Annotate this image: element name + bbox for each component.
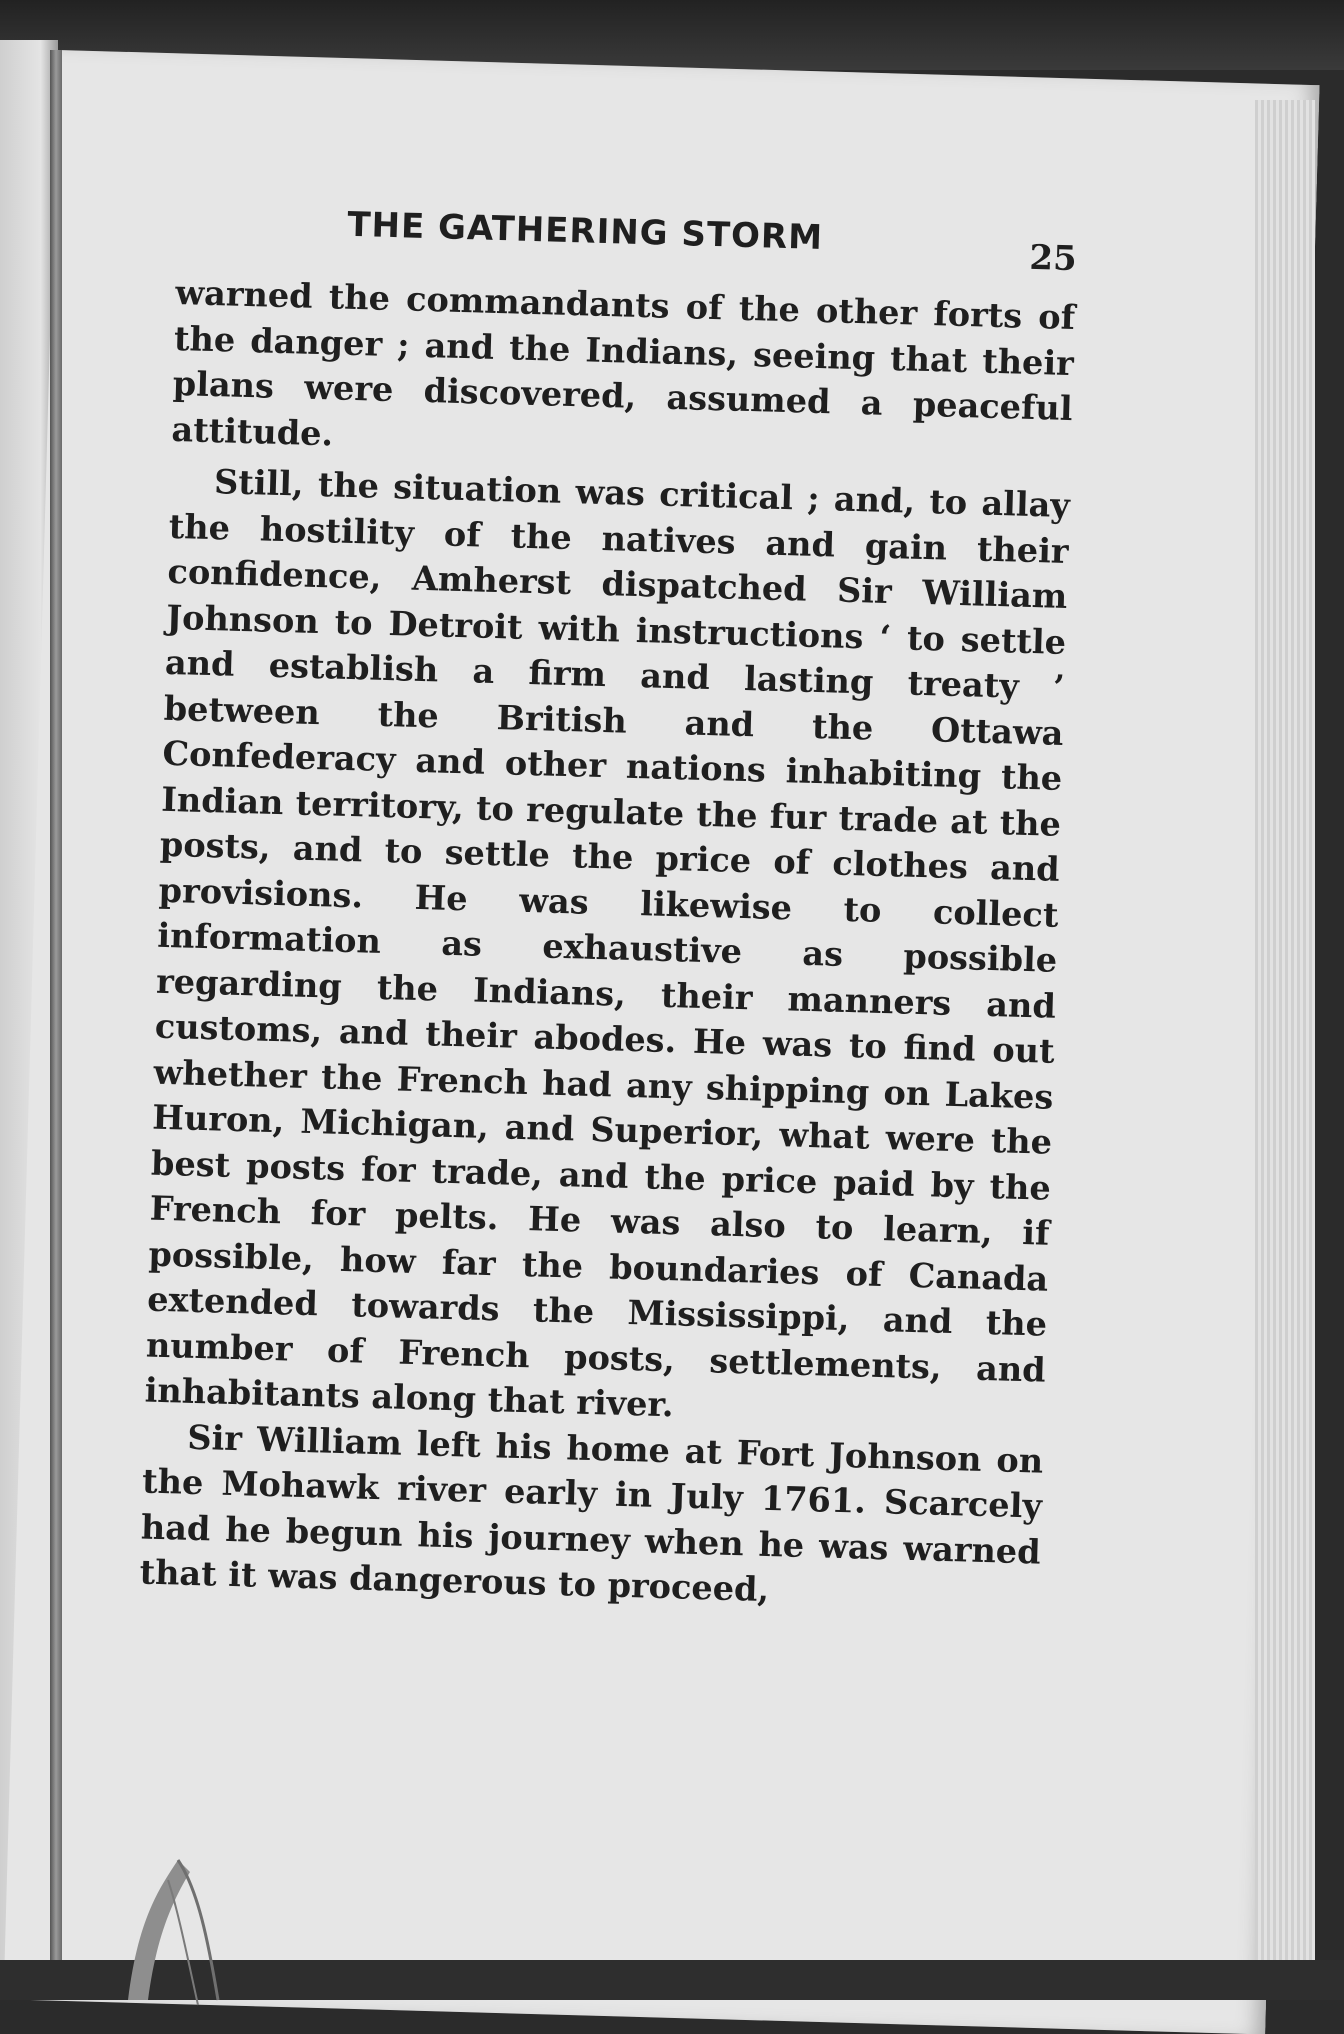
- book-gutter: [50, 50, 62, 2000]
- page-stack-edge: [1255, 100, 1315, 2000]
- running-title: THE GATHERING STORM: [346, 204, 824, 259]
- paragraph-3: Sir William left his home at Fort Johnson on the Mohawk river early in July 1761. Scarcely had he begun his journey when he was warned that it was dangerous to proceed,: [139, 1417, 1044, 1610]
- paragraph-2: Still, the situation was critical ; and, to allay the hostility of the natives and gain their confidence, Amherst dispatched Sir William Johnson to Detroit with instructions ‘ to settle and establish a firm and lasting treaty ’ between the British and the Ottawa Confederacy and other nations inhabiting the Indian territory, to regulate the fur trade at the posts, and to settle the price of clothes and provisions. He was likewise to collect information as exhaustive as possible regarding the Indians, their manners and customs, and their abodes. He was to find out whether the French had any shipping on Lakes Huron, Michigan, and Superior, what were the best posts for trade, and the price paid by the French for pelts. He was also to learn, if possible, how far the boundaries of Canada extended towards the Mississippi, and the number of French posts, settlements, and inhabitants along that river.: [144, 462, 1071, 1425]
- bookmark-ribbon-icon: [108, 1850, 228, 2010]
- page-number: 25: [1028, 237, 1078, 280]
- page-text: [139, 200, 1078, 1620]
- paragraph-1: warned the commandants of the other forts of the danger ; and the Indians, seeing that their plans were discovered, assumed a peaceful attitude.: [171, 272, 1076, 453]
